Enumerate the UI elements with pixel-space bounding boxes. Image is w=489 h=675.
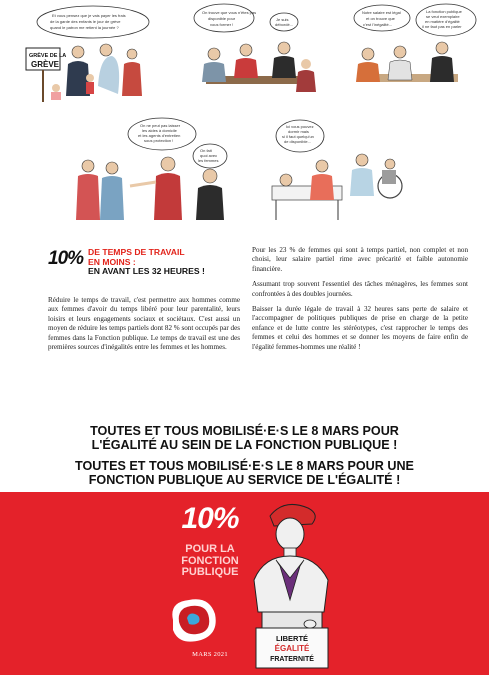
cartoon-strike-illustration — [18, 4, 163, 104]
red-banner — [0, 492, 489, 675]
bubble2-line2: disponible pour — [208, 16, 236, 21]
headline-black-line: EN AVANT LES 32 HEURES ! — [88, 266, 205, 277]
banner-sub-line3: PUBLIQUE — [181, 566, 239, 579]
bubble1-line1: Et vous pensez que je vais payer les frais — [52, 13, 126, 18]
headline-lines — [88, 248, 205, 277]
bubble1-line3: quand le patron me retient la journée ? — [50, 25, 119, 30]
plinth-liberte: LIBERTÉ — [275, 634, 309, 643]
bubble2-line3: vous former ! — [210, 22, 234, 27]
strike-sign-line1: GRÈVE DE LA — [29, 53, 67, 59]
bubble3-line2: débordé... — [275, 22, 294, 27]
bubble4-line3: c'est l'inégalité... — [363, 22, 393, 27]
marianne-statue-illustration — [244, 500, 340, 670]
slogan-2-line-b: FONCTION PUBLIQUE AU SERVICE DE L'ÉGALITÉ ! — [88, 473, 401, 487]
banner-sub-line1: POUR LA — [185, 543, 235, 555]
bubble5-line2: se veut exemplaire — [426, 14, 460, 19]
bubble7-line2: quoi avec — [200, 153, 218, 158]
article-right-column — [252, 246, 468, 358]
slogan-1 — [0, 424, 489, 452]
article-left-column — [48, 242, 240, 358]
bubble8-line3: si il faut quelqu'un — [282, 134, 314, 139]
bubble7-line3: les femmes — [198, 158, 219, 163]
headline-percent: 10% — [48, 248, 84, 269]
article-headline — [48, 242, 240, 284]
bubble1-line2: de la garde des enfants le jour de grève — [50, 19, 121, 24]
cartoon-workers-illustration — [70, 116, 240, 226]
bubble8-line2: dormir mais — [288, 129, 309, 134]
bubble8-line1: Ici vous pouvez — [286, 124, 314, 129]
bubble2-line1: On trouve que vous n'êtes pas — [202, 10, 257, 15]
plinth-egalite: ÉGALITÉ — [274, 644, 310, 653]
bubble6-line2: les aides à domicile — [142, 128, 177, 133]
bubble6-line1: On ne peut pas laisser — [140, 123, 181, 128]
banner-sub-line2: FONCTION — [181, 554, 239, 567]
article-paragraph-right-1: Pour les 23 % de femmes qui sont à temps partiel, non complet et non choisi, leur salaire partiel rime avec précarité et faible autonomie financière. — [252, 246, 468, 273]
slogan-2-line-a: TOUTES ET TOUS MOBILISÉ·E·S LE 8 MARS POUR UNE — [75, 459, 414, 473]
article-paragraph-right-3: Baisser la durée légale de travail à 32 heures sans perte de salaire et l'accompagner de politiques publiques de prise en charge de la petite enfance et de lutte contre les stéréotypes, c'est rapprocher le temps des femmes et celui des hommes et se donner les moyens de faire enfin de l'égalité femmes-hommes une réalité ! — [252, 305, 468, 351]
cartoon-strip — [0, 0, 489, 232]
bubble3-line1: Je suis — [276, 17, 289, 22]
bubble4-line2: et on trouve que — [366, 16, 395, 21]
slogan-1-line-b: L'ÉGALITÉ AU SEIN DE LA FONCTION PUBLIQUE ! — [91, 438, 398, 452]
headline-red-line1: DE TEMPS DE TRAVAIL — [88, 247, 185, 257]
banner-percent: 10% — [181, 502, 239, 535]
bubble6-line3: et les agents d'entretien — [138, 133, 181, 138]
article-paragraph-right-2: Assumant trop souvent l'essentiel des tâches ménagères, les femmes sont confrontées à des doubles journées. — [252, 280, 468, 298]
bubble6-line4: sous protection ! — [144, 138, 174, 143]
bubble5-line4: il ne faut pas en parler — [422, 24, 462, 29]
slogan-2 — [0, 459, 489, 487]
slogans — [0, 424, 489, 494]
bubble8-line4: de disponible... — [284, 139, 311, 144]
banner-date: MARS 2021 — [192, 651, 228, 658]
bubble4-line1: Notre salaire est légal — [362, 10, 401, 15]
slogan-1-line-a: TOUTES ET TOUS MOBILISÉ·E·S LE 8 MARS POUR — [90, 424, 399, 438]
article-paragraph-left: Réduire le temps de travail, c'est permettre aux hommes comme aux femmes d'avoir du temps libéré pour leur parentalité, leurs loisirs et leurs engagements sociaux et sociétaux. C'est aussi un moyen de réduire les temps partiels dont 82 % sont occupés par des femmes dans la Fonction publique. Le temps de travail est une des premières sources d'inégalités entre les femmes et les hommes. — [48, 296, 240, 352]
bubble5-line1: La fonction publique — [426, 9, 462, 14]
cartoon-equality-illustration — [338, 2, 483, 102]
cartoon-hospital-illustration — [262, 116, 412, 226]
cartoon-meeting-illustration — [176, 2, 326, 102]
headline-red-line2: EN MOINS : — [88, 256, 136, 267]
bubble5-line3: en matière d'égalité — [425, 19, 460, 24]
bubble7-line1: On fait — [200, 148, 212, 153]
union-logo-icon — [165, 594, 221, 646]
strike-sign-line2: GRÈVE — [31, 60, 60, 69]
plinth-fraternite: FRATERNITÉ — [270, 656, 314, 663]
